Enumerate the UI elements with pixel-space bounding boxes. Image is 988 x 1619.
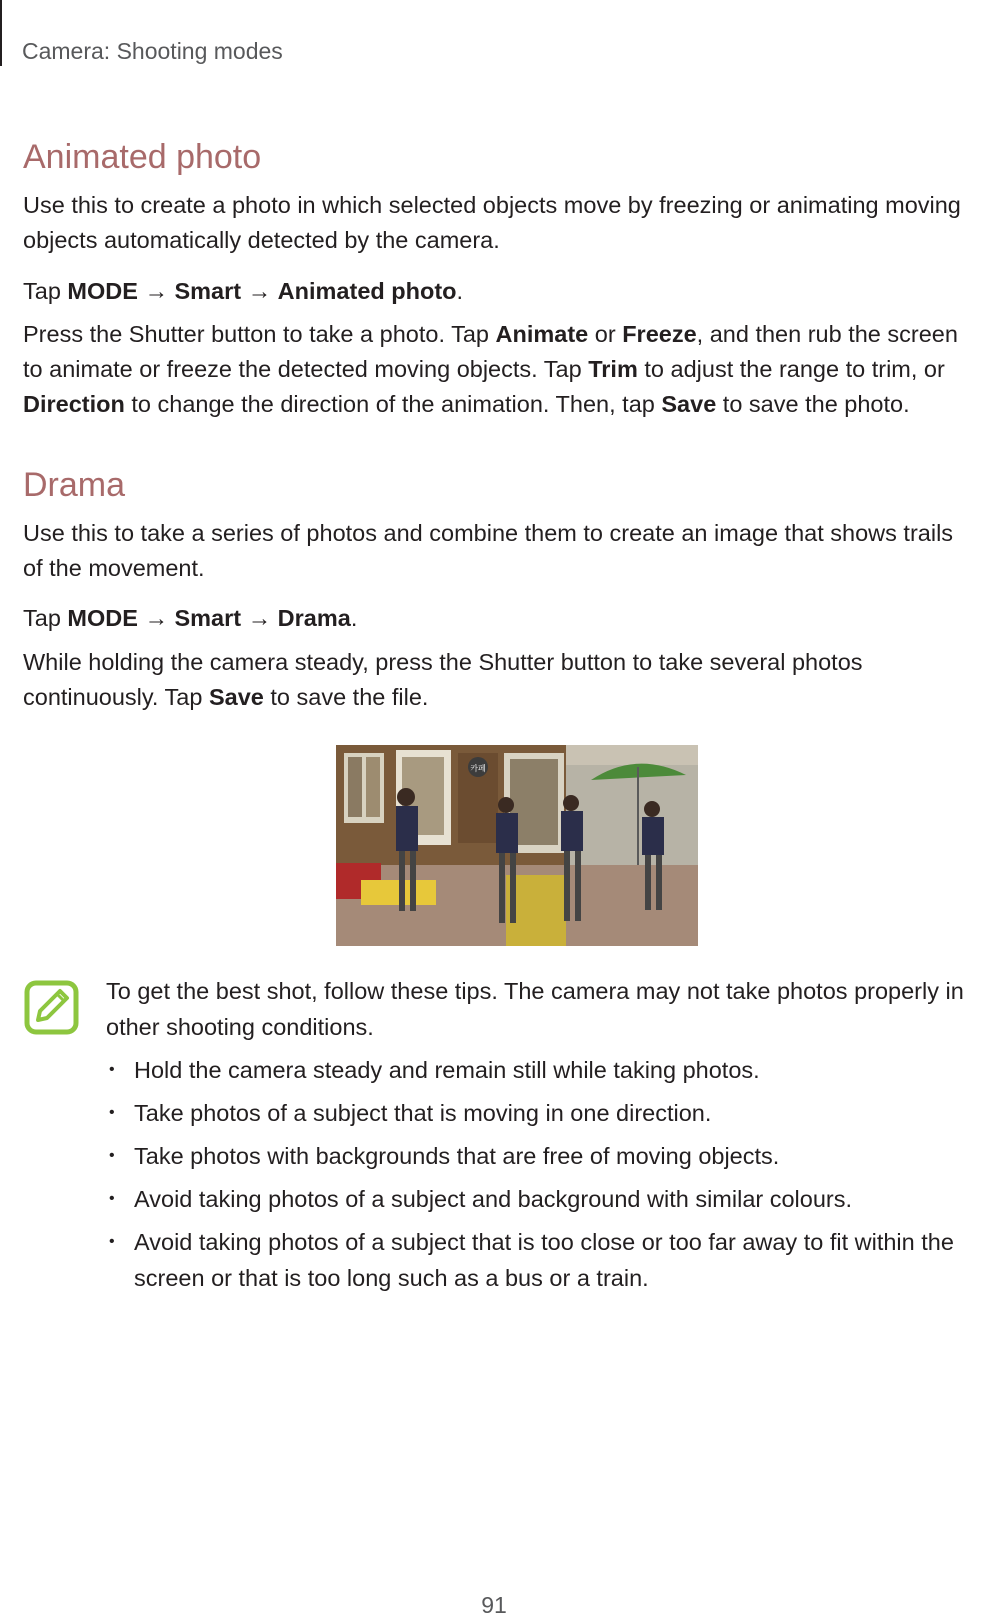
smart-label: Smart <box>174 278 242 304</box>
animated-photo-path: Tap MODE → Smart → Animated photo. <box>23 278 464 304</box>
list-item: • Take photos of a subject that is moving in one direction. <box>106 1095 976 1131</box>
animated-photo-intro: Use this to create a photo in which selected objects move by freezing or animating moving objects automatically detected by the camera. <box>23 192 961 253</box>
tips-list <box>106 1052 976 1303</box>
freeze-label: Freeze <box>622 321 697 347</box>
running-header: Camera: Shooting modes <box>22 38 283 64</box>
page-number: 91 <box>481 1592 507 1618</box>
mode-label: MODE <box>67 278 138 304</box>
margin-rule <box>0 0 2 66</box>
save-label: Save <box>208 684 264 710</box>
animate-label: Animate <box>495 321 589 347</box>
mode-label: MODE <box>67 605 138 631</box>
list-item: • Avoid taking photos of a subject and background with similar colours. <box>106 1181 976 1217</box>
trim-label: Trim <box>588 356 638 382</box>
note-text: To get the best shot, follow these tips. The camera may not take photos properly in other shooting conditions. <box>106 978 964 1040</box>
direction-label: Direction <box>23 391 125 417</box>
drama-shot-example-image <box>336 745 698 946</box>
drama-intro: Use this to take a series of photos and combine them to create an image that shows trails of the movement. <box>23 520 954 581</box>
list-item: • Take photos with backgrounds that are free of moving objects. <box>106 1138 976 1174</box>
bullet: • <box>109 1104 115 1121</box>
save-label: Save <box>661 391 717 417</box>
section-title-animated-photo: Animated photo <box>23 138 262 176</box>
bullet: • <box>109 1233 115 1250</box>
note-pencil-icon <box>24 980 79 1035</box>
animated-photo-label: Animated photo <box>277 278 457 304</box>
section-title-drama: Drama <box>23 466 126 504</box>
bullet: • <box>109 1190 115 1207</box>
drama-steps: While holding the camera steady, press the Shutter button to take several photos continuously. Tap Save to save the file. <box>23 649 863 710</box>
drama-path: Tap MODE → Smart → Drama. <box>23 605 358 631</box>
drama-label: Drama <box>277 605 351 631</box>
bullet: • <box>109 1147 115 1164</box>
list-item: • Hold the camera steady and remain still while taking photos. <box>106 1052 976 1088</box>
smart-label: Smart <box>174 605 242 631</box>
list-item: • Avoid taking photos of a subject that is too close or too far away to fit within the screen or that is too long such as a bus or a train. <box>106 1224 976 1296</box>
animated-photo-steps: Press the Shutter button to take a photo. Tap Animate or Freeze, and then rub the screen to animate or freeze the detected moving objects. Tap Trim to adjust the range to trim, or Direction to change the direction of the animation. Then, tap Save to save the photo. <box>23 321 958 417</box>
shop-sign-text: 카페 <box>470 764 486 773</box>
bullet: • <box>109 1061 115 1078</box>
